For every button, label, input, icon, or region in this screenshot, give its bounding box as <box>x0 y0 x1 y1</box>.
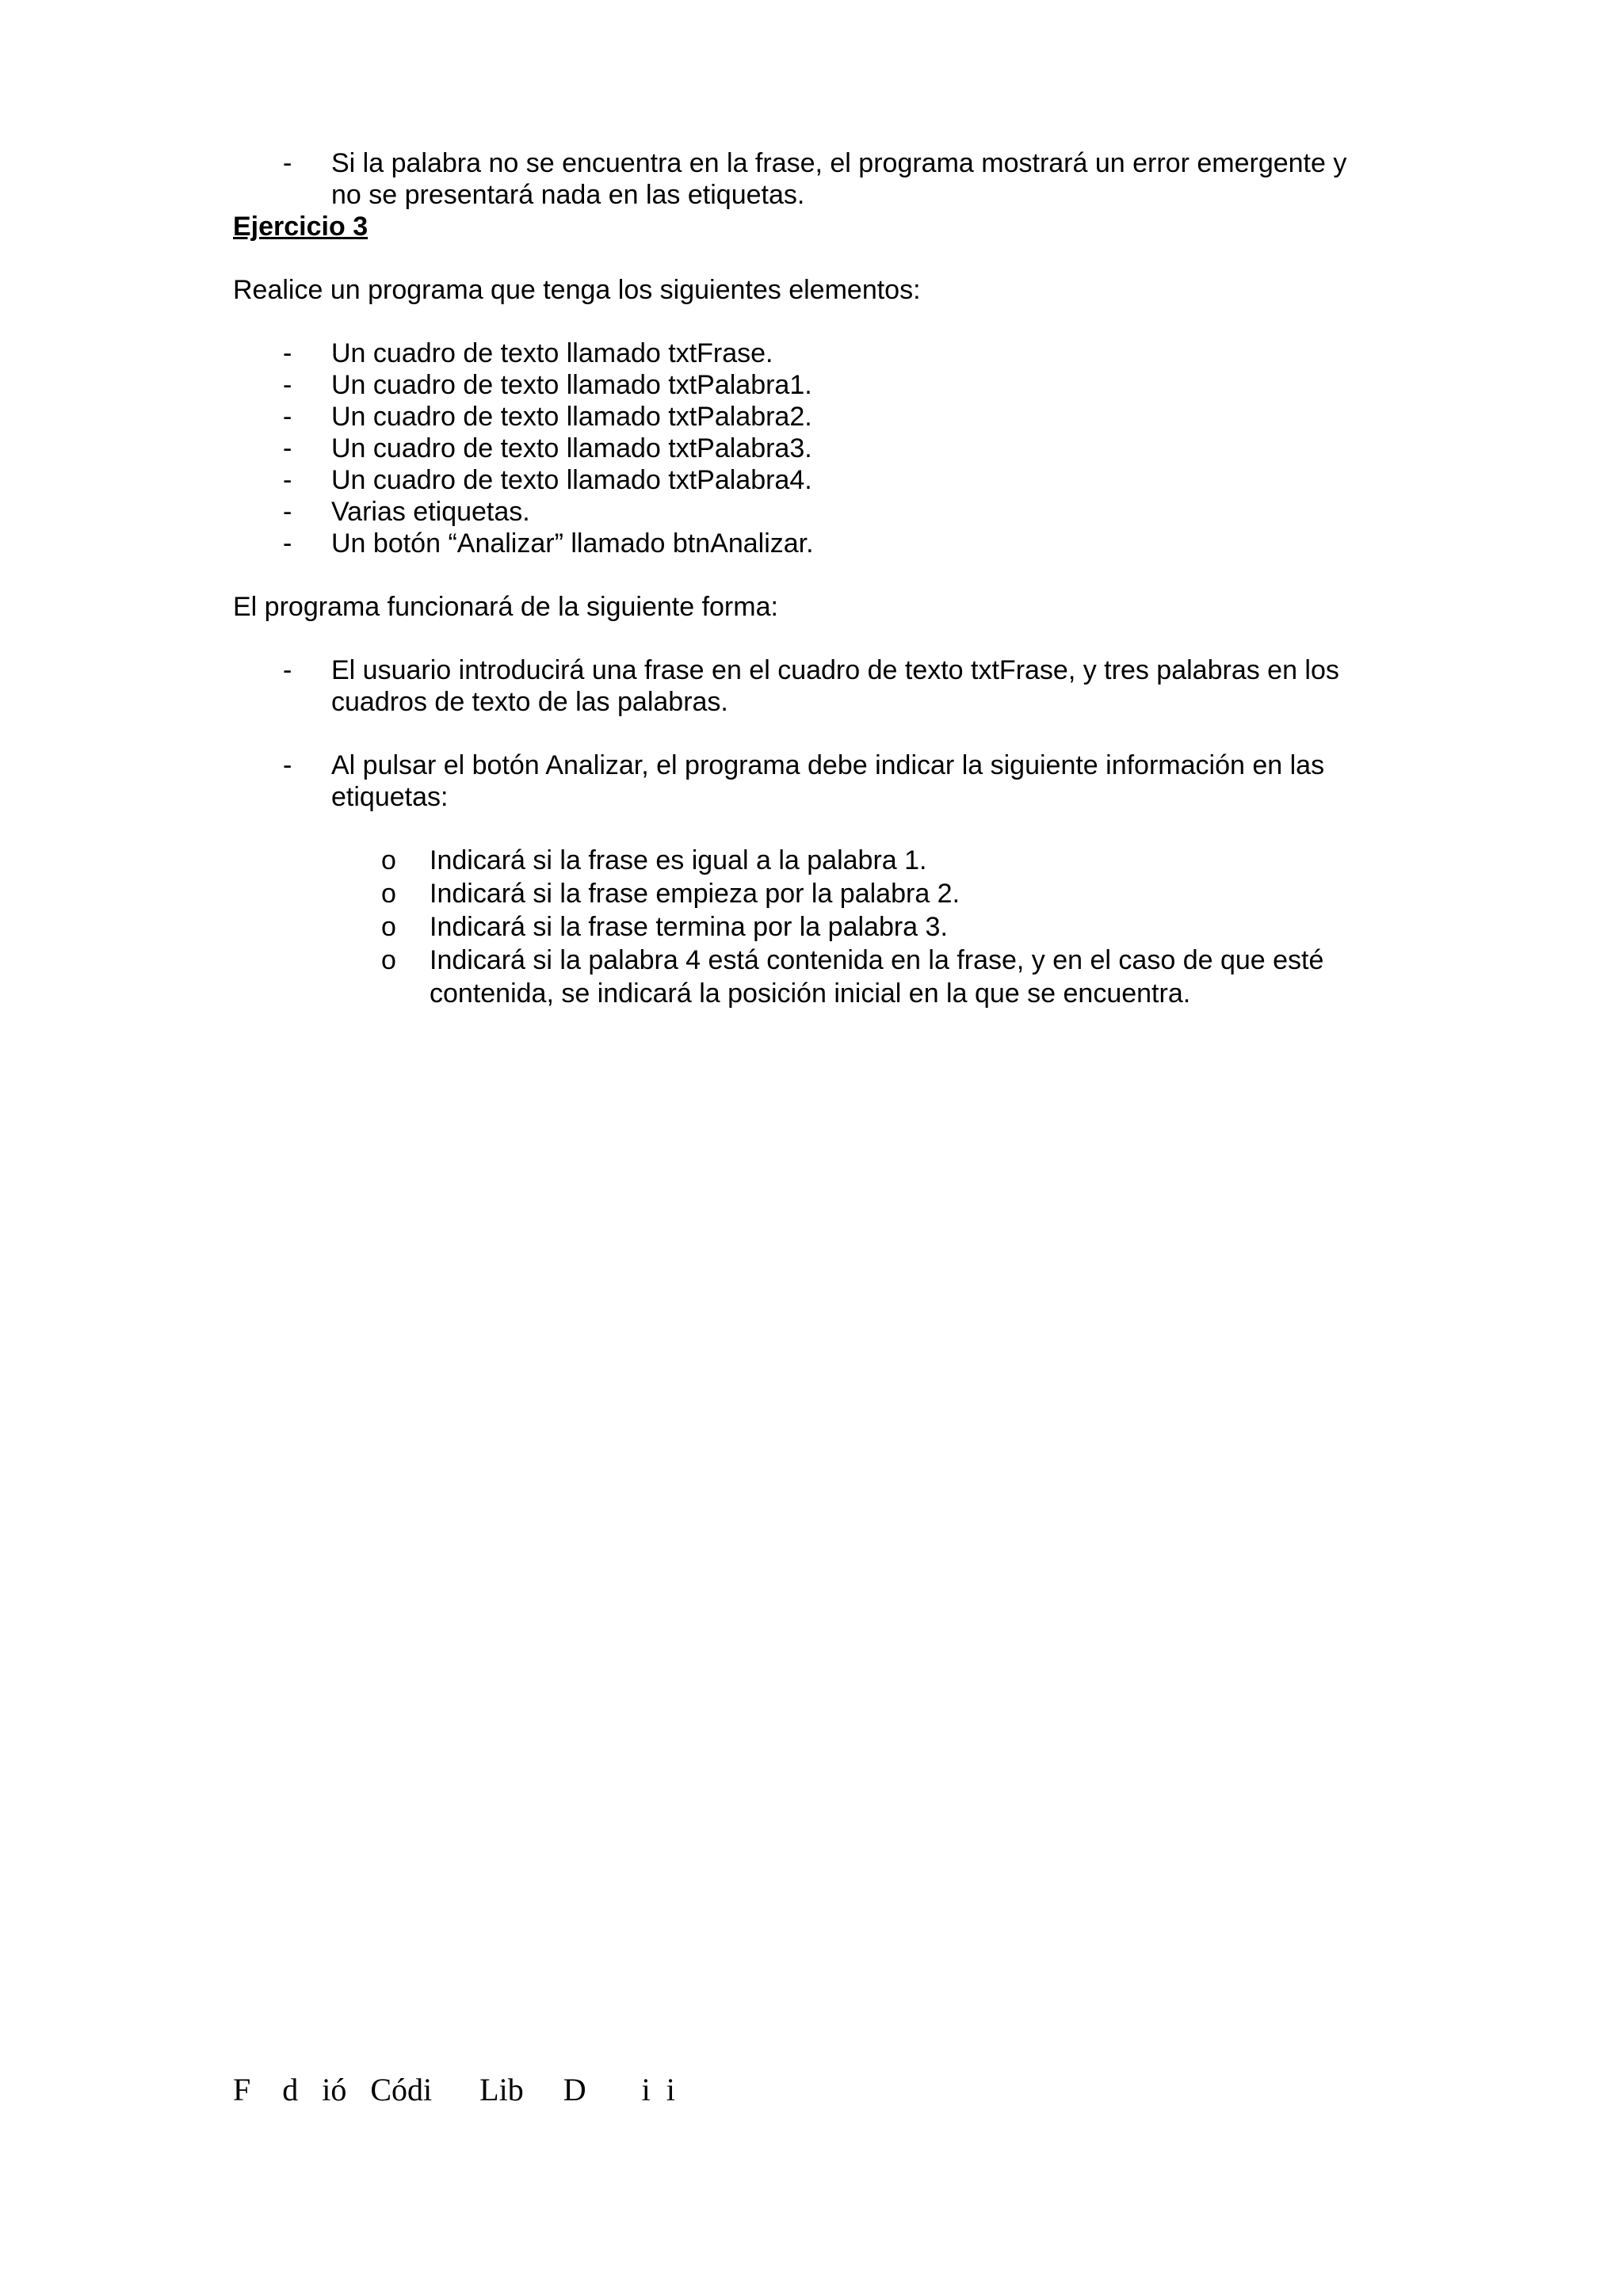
sub-item-marker: o <box>381 912 396 942</box>
list-item-marker: - <box>283 370 292 400</box>
list-item-marker: - <box>283 433 292 463</box>
intro-bullet-marker: - <box>283 148 292 178</box>
list-item-marker: - <box>283 465 292 495</box>
sub-item: Indicará si la frase empieza por la palabra 2. <box>430 879 960 909</box>
function-item-line1: El usuario introducirá una frase en el cuadro de texto txtFrase, y tres palabras en los <box>331 655 1339 685</box>
list-item: Un cuadro de texto llamado txtPalabra1. <box>331 370 812 400</box>
list-item: Un cuadro de texto llamado txtPalabra4. <box>331 465 812 495</box>
intro-bullet-line1: Si la palabra no se encuentra en la frase, el programa mostrará un error emergente y <box>331 148 1347 178</box>
list-item-marker: - <box>283 528 292 559</box>
list-item: Un cuadro de texto llamado txtPalabra3. <box>331 433 812 463</box>
list-item: Un botón “Analizar” llamado btnAnalizar. <box>331 528 814 559</box>
list-item: Varias etiquetas. <box>331 497 530 527</box>
function-item-marker: - <box>283 655 292 685</box>
function-item-line1: Al pulsar el botón Analizar, el programa debe indicar la siguiente información en las <box>331 750 1325 780</box>
sub-item: Indicará si la palabra 4 está contenida en la frase, y en el caso de que esté <box>430 945 1324 975</box>
list-item-marker: - <box>283 497 292 527</box>
page-footer: F d ió Códi Lib D i i <box>233 2072 675 2107</box>
list-item-marker: - <box>283 402 292 432</box>
function-item-line2: etiquetas: <box>331 782 449 812</box>
section-heading: Ejercicio 3 <box>233 212 369 242</box>
list-item: Un cuadro de texto llamado txtFrase. <box>331 338 773 368</box>
paragraph-function-intro: El programa funcionará de la siguiente forma: <box>233 592 778 622</box>
sub-item-marker: o <box>381 945 396 975</box>
intro-bullet-line2: no se presentará nada en las etiquetas. <box>331 180 805 210</box>
sub-item-continuation: contenida, se indicará la posición inicial en la que se encuentra. <box>430 978 1191 1009</box>
function-item-line2: cuadros de texto de las palabras. <box>331 687 728 717</box>
list-item-marker: - <box>283 338 292 368</box>
sub-item-marker: o <box>381 879 396 909</box>
paragraph-elements-intro: Realice un programa que tenga los siguientes elementos: <box>233 275 921 305</box>
list-item: Un cuadro de texto llamado txtPalabra2. <box>331 402 812 432</box>
function-item-marker: - <box>283 750 292 780</box>
sub-item-marker: o <box>381 845 396 875</box>
sub-item: Indicará si la frase termina por la palabra 3. <box>430 912 948 942</box>
sub-item: Indicará si la frase es igual a la palabra 1. <box>430 845 927 875</box>
